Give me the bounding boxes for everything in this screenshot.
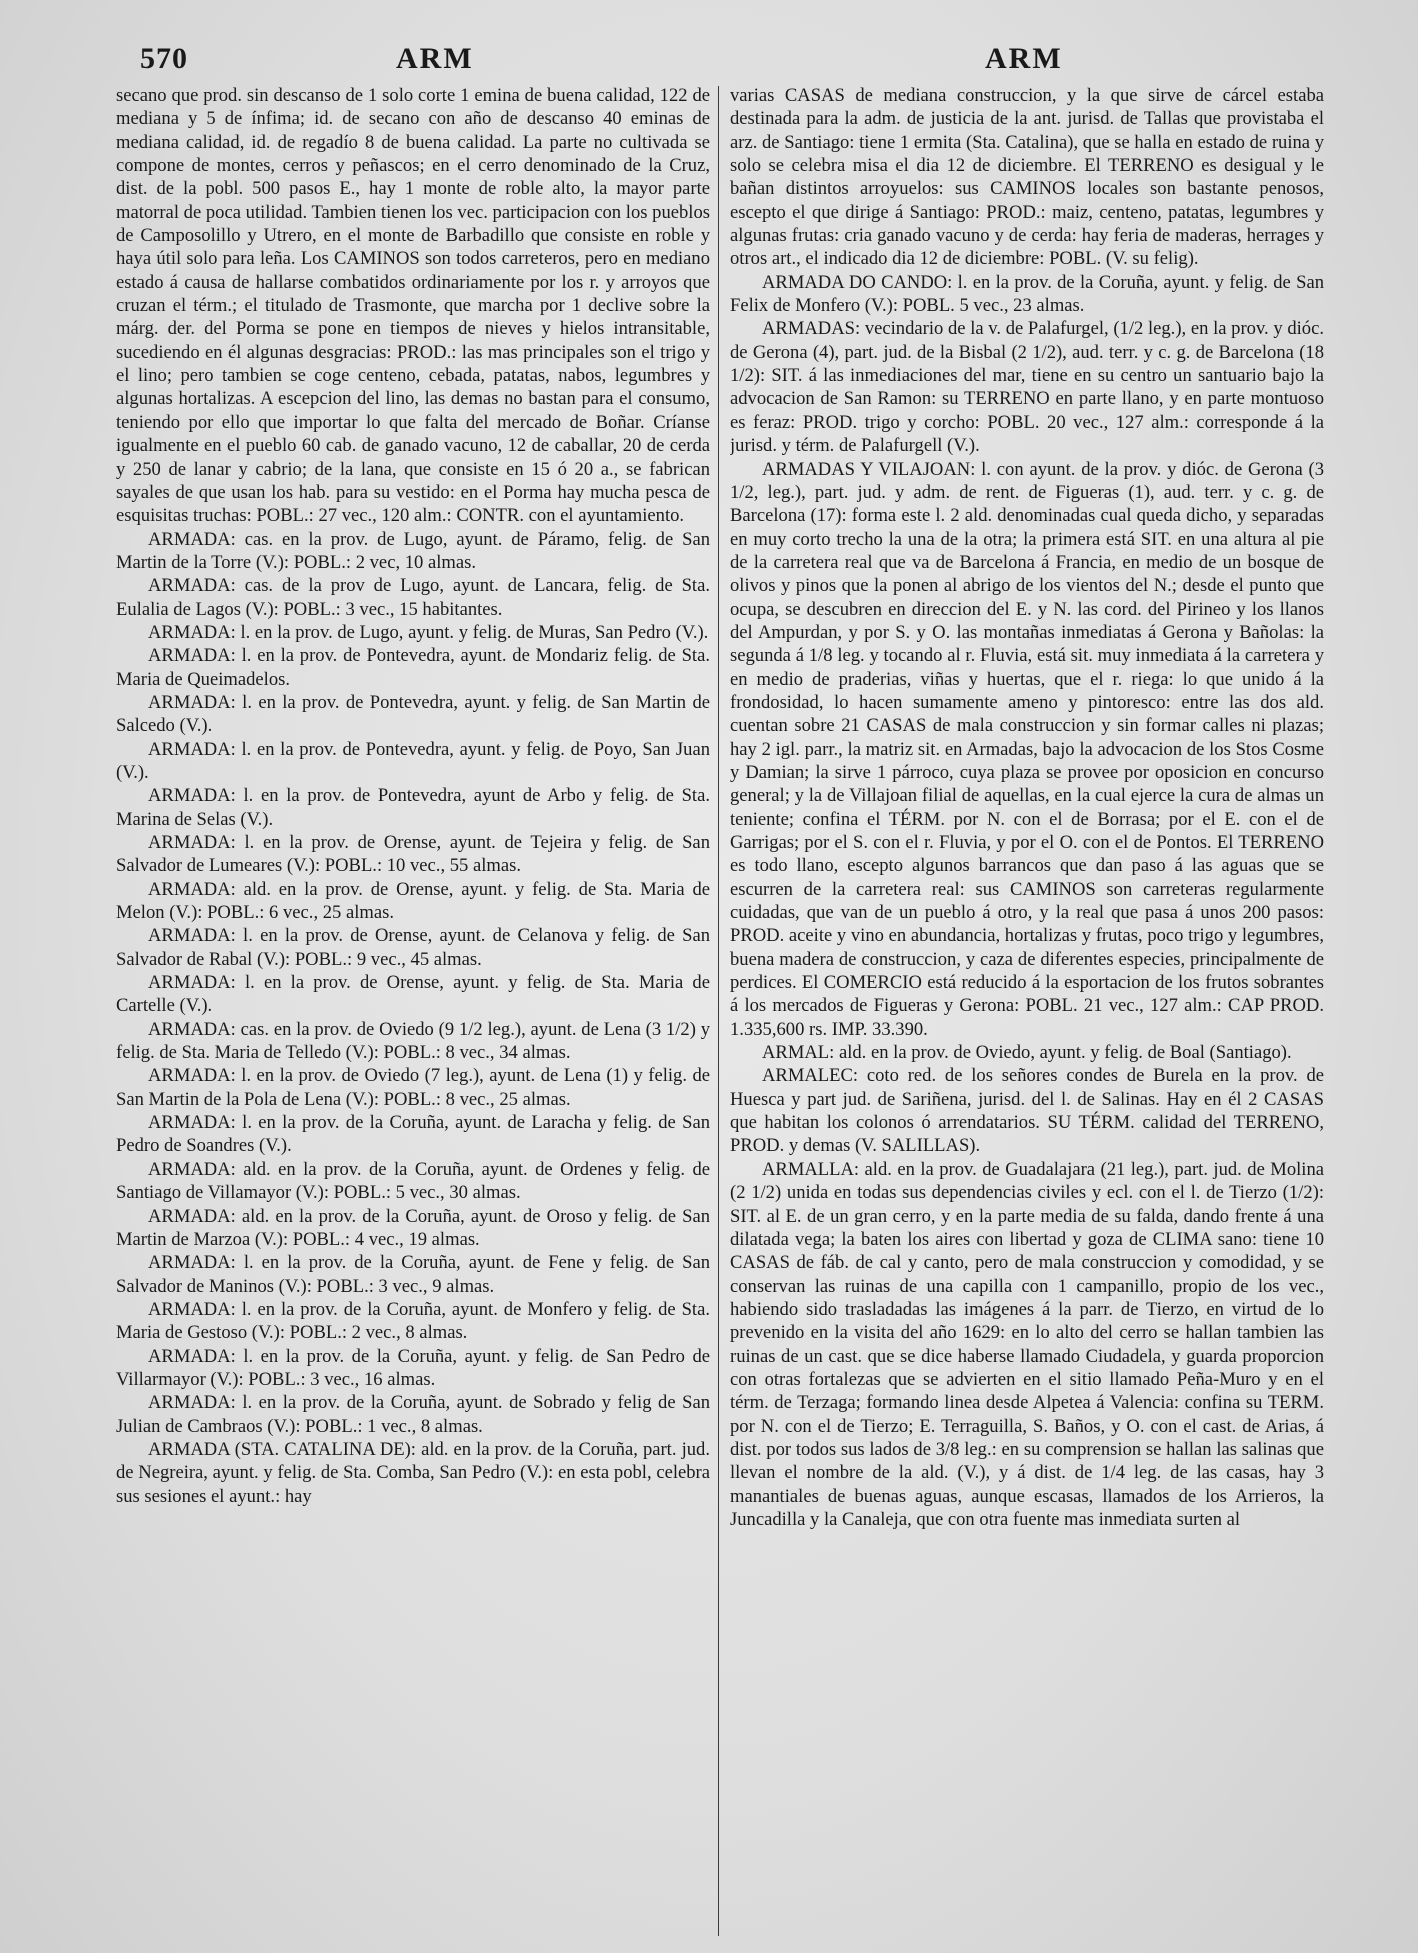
dictionary-entry: ARMADA: l. en la prov. de Orense, ayunt. de Celanova y felig. de San Salvador de Rabal (V.): POBL.: 9 vec., 45 almas. <box>116 925 710 970</box>
dictionary-entry: ARMADA: l. en la prov. de Pontevedra, ayunt. y felig. de Poyo, San Juan (V.). <box>116 738 710 783</box>
dictionary-entry: ARMADA: l. en la prov. de la Coruña, ayunt. de Sobrado y felig de San Julian de Cambraos (V.): POBL.: 1 vec., 8 almas. <box>116 1392 710 1437</box>
dictionary-entry: ARMADA: l. en la prov. de Orense, ayunt. y felig. de Sta. Maria de Cartelle (V.). <box>116 972 710 1017</box>
dictionary-entry: ARMADA: l. en la prov. de Oviedo (7 leg.), ayunt. de Lena (1) y felig. de San Martin de la Pola de Lena (V.): POBL.: 8 vec., 25 almas. <box>116 1065 710 1110</box>
page-header <box>0 42 1418 82</box>
right-running-head: ARM <box>985 42 1063 75</box>
left-running-head: ARM <box>396 42 474 75</box>
dictionary-entry: ARMADAS: vecindario de la v. de Palafurgel, (1/2 leg.), en la prov. y dióc. de Gerona (4), part. jud. de la Bisbal (2 1/2), aud. terr. y c. g. de Barcelona (18 1/2): SIT. á las inmediaciones del mar, tiene en su centro un santuario bajo la advocacion de San Ramon: su TERRENO en parte llano, y en parte montuoso es feraz: PROD. trigo y corcho: POBL. 20 vec., 127 alm.: corresponde á la jurisd. y térm. de Palafurgell (V.). <box>730 318 1324 457</box>
dictionary-entry: ARMADA: cas. de la prov de Lugo, ayunt. de Lancara, felig. de Sta. Eulalia de Lagos (V.): POBL.: 3 vec., 15 habitantes. <box>116 575 710 620</box>
dictionary-entry: ARMALLA: ald. en la prov. de Guadalajara (21 leg.), part. jud. de Molina (2 1/2) unida en todas sus dependencias civiles y ecl. con el l. de Tierzo (1/2): SIT. al E. de un gran cerro, y en la parte media de su falda, dando frente á una dilatada vega; la baten los aires con libertad y goza de CLIMA sano: tiene 10 CASAS de fáb. de cal y canto, pero de mala construccion y comodidad, y se conservan las ruinas de una capilla con 1 campanillo, propio de los vec., habiendo sido trasladadas las imágenes á la parr. de Tierzo, en virtud de lo prevenido en la visita del año 1629: en lo alto del cerro se hallan tambien las ruinas de un cast. que se dice haberse llamado Ciudadela, y guarda proporcion con otras fortalezas que se advierten en el sitio llamado Peña-Muro y en el térm. de Terzaga; formando linea desde Alpetea á Valencia: confina su TERM. por N. con el de Tierzo; E. Terraguilla, S. Baños, y O. con el cast. de Arias, á dist. por todos sus lados de 3/8 leg.: en su comprension se hallan las salinas que llevan el nombre de la ald. (V.), y á dist. de 1/4 leg. de las casas, hay 3 manantiales de buenas aguas, aunque escasas, llamados de los Arrieros, la Juncadilla y la Canaleja, que con otra fuente mas inmediata surten al <box>730 1158 1324 1530</box>
entry-continuation: secano que prod. sin descanso de 1 solo corte 1 emina de buena calidad, 122 de mediana y 5 de ínfima; id. de secano con año de descanso 40 eminas de mediana calidad, id. de regadío 8 de buena calidad. La parte no cultivada se compone de montes, cerros y peñascos; en el cerro denominado de la Cruz, dist. de la pobl. 500 pasos E., hay 1 monte de roble alto, la mayor parte matorral de poca utilidad. Tambien tienen los vec. participacion con los pueblos de Camposolillo y Utrero, en el monte de Barbadillo que consiste en roble y haya útil solo para leña. Los CAMINOS son todos carreteros, pero en mediano estado á causa de hallarse combatidos ordinariamente por los r. y arroyos que cruzan el térm.; el titulado de Trasmonte, que marcha por 1 declive sobre la márg. der. del Porma se pone en tiempos de nieves y hielos intransitable, sucediendo en él algunas desgracias: PROD.: las mas principales son el trigo y el lino; pero tambien se coge centeno, cebada, patatas, nabos, legumbres y algunas hortalizas. A escepcion del lino, las demas no bastan para el consumo, teniendo por ello que importar lo que falta del mercado de Boñar. Críanse igualmente en el pueblo 60 cab. de ganado vacuno, 12 de caballar, 20 de cerda y 250 de lanar y cabrio; de la lana, que consiste en 15 ó 20 a., se fabrican sayales de que usan los hab. para su vestido: en el Porma hay mucha pesca de esquisitas truchas: POBL.: 27 vec., 120 alm.: CONTR. con el ayuntamiento. <box>116 85 710 527</box>
left-column <box>116 84 710 1946</box>
dictionary-entry: ARMADA: l. en la prov. de la Coruña, ayunt. de Monfero y felig. de Sta. Maria de Gestoso (V.): POBL.: 2 vec., 8 almas. <box>116 1298 710 1344</box>
dictionary-entry: ARMADA: l. en la prov. de la Coruña, ayunt. y felig. de San Pedro de Villarmayor (V.): POBL.: 3 vec., 16 almas. <box>116 1345 710 1390</box>
dictionary-entry: ARMADA: l. en la prov. de Pontevedra, ayunt de Arbo y felig. de Sta. Marina de Selas (V.). <box>116 785 710 830</box>
entry-continuation: varias CASAS de mediana construccion, y la que sirve de cárcel estaba destinada para la adm. de justicia de la ant. jurisd. de Tallas que provistaba el arz. de Santiago: tiene 1 ermita (Sta. Catalina), que se halla en estado de ruina y solo se celebra misa el dia 12 de diciembre. El TERRENO es desigual y le bañan distintos arroyuelos: sus CAMINOS locales son bastante penosos, escepto el que dirige á Santiago: PROD.: maiz, centeno, patatas, legumbres y algunas frutas: cria ganado vacuno y de cerda: hay feria de maderas, herrages y otros art., el indicado dia 12 de diciembre: POBL. (V. su felig). <box>730 85 1324 270</box>
dictionary-entry: ARMADAS Y VILAJOAN: l. con ayunt. de la prov. y dióc. de Gerona (3 1/2, leg.), part. jud. y adm. de rent. de Figueras (1), aud. terr. y c. g. de Barcelona (17): forma este l. 2 ald. denominadas cual queda dicho, y separadas en muy corto trecho la una de la otra; la primera está SIT. en una altura al pie de la carretera real que va de Barcelona á Francia, en medio de un bosque de olivos y pinos que la ponen al abrigo de los vientos del N.; desde el punto que ocupa, se descubren en direccion del E. y N. las cord. del Pirineo y los llanos del Ampurdan, y por S. y O. las montañas inmediatas á Gerona y Bañolas: la segunda á 1/8 leg. y tocando al r. Fluvia, está sit. muy inmediata á la carretera y en medio de praderias, viñas y huertas, que el r. riega: lo que unido á la frondosidad, lo hacen sumamente ameno y pintoresco: entre las dos ald. cuentan sobre 21 CASAS de mala construccion y sin formar calles ni plazas; hay 2 igl. parr., la matriz sit. en Armadas, bajo la advocacion de los Stos Cosme y Damian; la sirve 1 párroco, cuya plaza se provee por oposicion en concurso general; y la de Villajoan filial de aquellas, en la cual ejerce la cura de almas un teniente; confina el TÉRM. por N. con el de Borrasa; por el E. con el de Garrigas; por el S. con el r. Fluvia, y por el O. con el de Pontos. El TERRENO es todo llano, escepto algunos barrancos que dan paso á las aguas que se escurren de la carretera real: sus CAMINOS son carreteras regularmente cuidadas, que van de un pueblo á otro, y la real que pasa á unos 200 pasos: PROD. aceite y vino en abundancia, hortalizas y frutas, poco trigo y legumbres, buena madera de construccion, y caza de diferentes especies, principalmente de perdices. El COMERCIO está reducido á la esportacion de los frutos sobrantes á los mercados de Figueras y Gerona: POBL. 21 vec., 127 alm.: CAP PROD. 1.335,600 rs. IMP. 33.390. <box>730 458 1324 1040</box>
dictionary-entry: ARMAL: ald. en la prov. de Oviedo, ayunt. y felig. de Boal (Santiago). <box>762 1042 1292 1064</box>
page-number: 570 <box>140 42 188 75</box>
dictionary-entry: ARMADA: l. en la prov. de Pontevedra, ayunt. de Mondariz felig. de Sta. Maria de Queimadelos. <box>116 645 710 690</box>
dictionary-entry: ARMADA: l. en la prov. de Orense, ayunt. de Tejeira y felig. de San Salvador de Lumeares (V.): POBL.: 10 vec., 55 almas. <box>116 832 710 877</box>
right-column <box>730 84 1324 1946</box>
dictionary-entry: ARMADA (STA. CATALINA DE): ald. en la prov. de la Coruña, part. jud. de Negreira, ayunt. y felig. de Sta. Comba, San Pedro (V.): en esta pobl, celebra sus sesiones el ayunt.: hay <box>116 1438 710 1507</box>
dictionary-entry: ARMADA: l. en la prov. de la Coruña, ayunt. de Fene y felig. de San Salvador de Maninos (V.): POBL.: 3 vec., 9 almas. <box>116 1252 710 1297</box>
dictionary-entry: ARMADA: cas. en la prov. de Lugo, ayunt. de Páramo, felig. de San Martin de la Torre (V.): POBL.: 2 vec, 10 almas. <box>116 528 710 573</box>
dictionary-entry: ARMADA: ald. en la prov. de la Coruña, ayunt. de Oroso y felig. de San Martin de Marzoa (V.): POBL.: 4 vec., 19 almas. <box>116 1205 710 1250</box>
dictionary-entry: ARMADA: ald. en la prov. de la Coruña, ayunt. de Ordenes y felig. de Santiago de Villamayor (V.): POBL.: 5 vec., 30 almas. <box>116 1158 710 1204</box>
dictionary-entry: ARMADA: l. en la prov. de Lugo, ayunt. y felig. de Muras, San Pedro (V.). <box>148 621 709 643</box>
column-divider <box>718 86 719 1936</box>
dictionary-entry: ARMADA: l. en la prov. de Pontevedra, ayunt. y felig. de San Martin de Salcedo (V.). <box>116 691 710 737</box>
dictionary-entry: ARMADA: l. en la prov. de la Coruña, ayunt. de Laracha y felig. de San Pedro de Soandres (V.). <box>116 1112 710 1157</box>
dictionary-entry: ARMALEC: coto red. de los señores condes de Burela en la prov. de Huesca y part jud. de Sariñena, jurisd. del l. de Salinas. Hay en él 2 CASAS que habitan los colonos ó arrendatarios. SU TÉRM. calidad del TERRENO, PROD. y demas (V. SALILLAS). <box>730 1065 1324 1157</box>
dictionary-entry: ARMADA DO CANDO: l. en la prov. de la Coruña, ayunt. y felig. de San Felix de Monfero (V.): POBL. 5 vec., 23 almas. <box>730 271 1324 317</box>
dictionary-entry: ARMADA: ald. en la prov. de Orense, ayunt. y felig. de Sta. Maria de Melon (V.): POBL.: 6 vec., 25 almas. <box>116 878 710 924</box>
dictionary-entry: ARMADA: cas. en la prov. de Oviedo (9 1/2 leg.), ayunt. de Lena (3 1/2) y felig. de Sta. Maria de Telledo (V.): POBL.: 8 vec., 34 almas. <box>116 1018 710 1064</box>
